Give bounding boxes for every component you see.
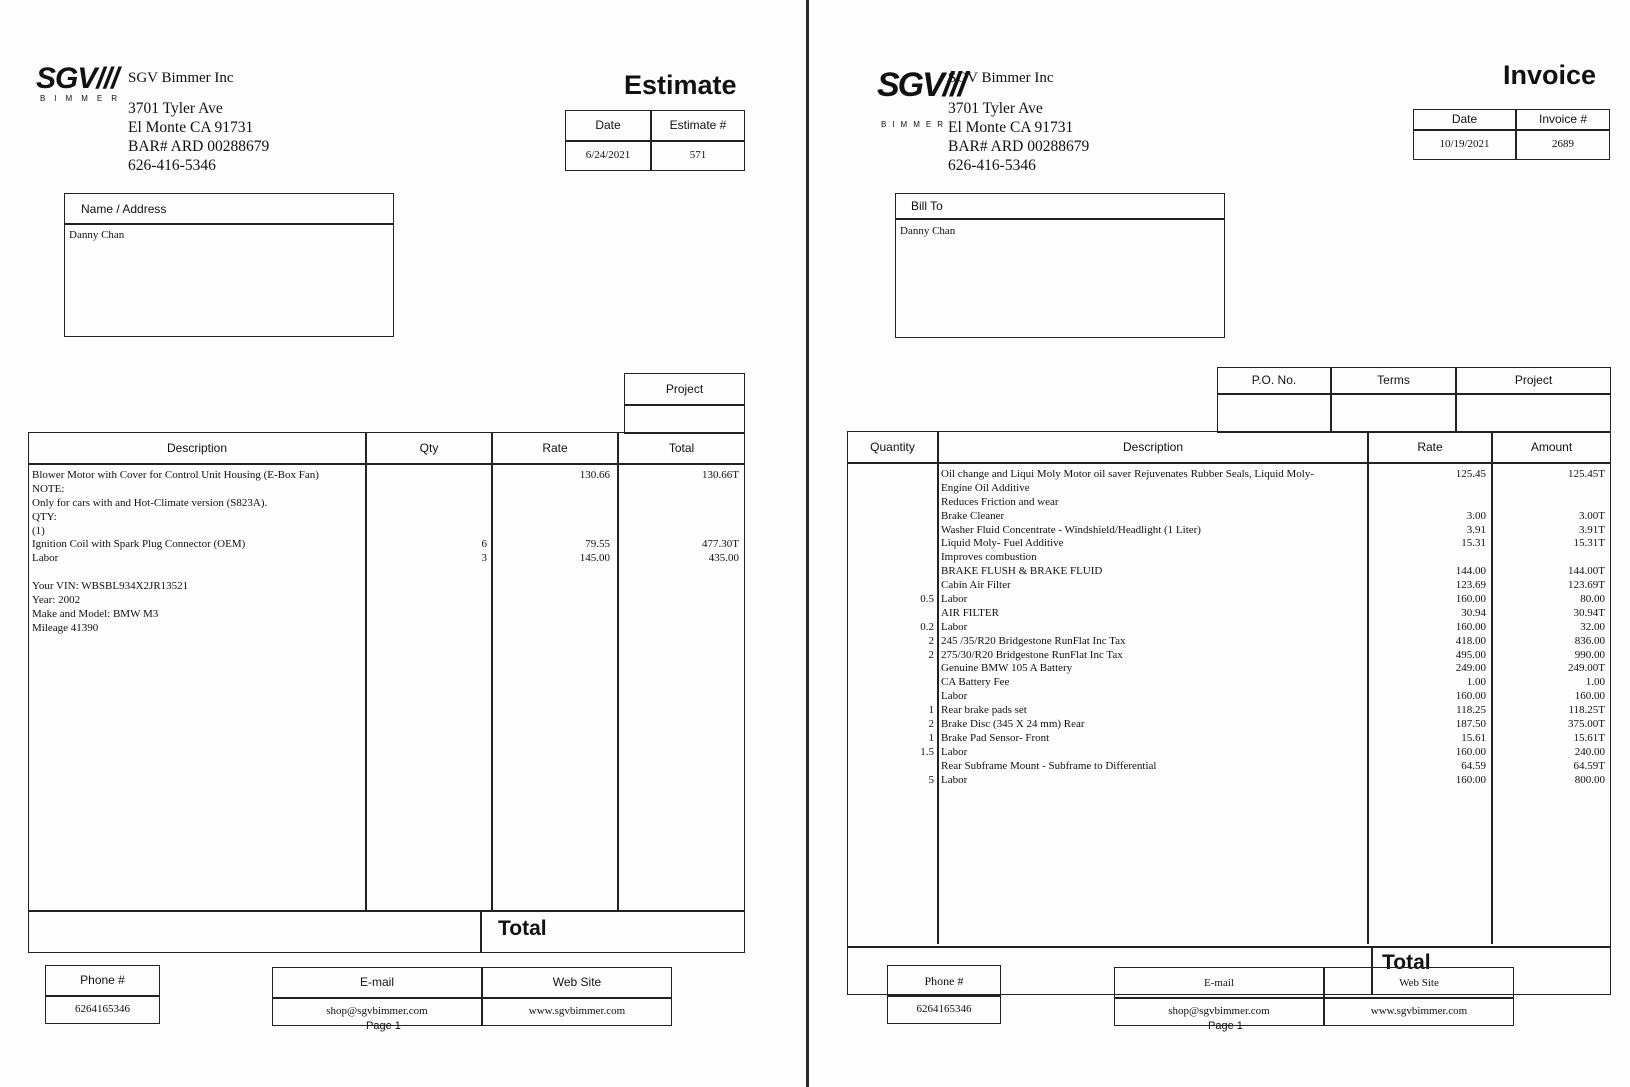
phone-box — [45, 965, 160, 1024]
line-item-description: Blower Motor with Cover for Control Unit Housing (E-Box Fan) — [32, 469, 319, 481]
website-url: www.sgvbimmer.com — [1370, 1005, 1468, 1017]
line-item-rate: 1.00 — [1466, 676, 1486, 689]
line-item-qty — [850, 510, 934, 524]
line-item-qty — [850, 760, 934, 774]
line-item-rate: 160.00 — [1455, 690, 1486, 703]
email-label: E-mail — [359, 975, 394, 989]
line-item-description: Labor — [941, 773, 968, 786]
phone-box — [887, 965, 1001, 1024]
estimate-date: 6/24/2021 — [585, 149, 631, 161]
estimate-items-table — [28, 432, 745, 953]
estimate-number-label: Estimate # — [669, 118, 727, 132]
line-item-description: Only for cars with and Hot-Climate version (S823A). — [32, 496, 268, 509]
line-item-qty: 0.5 — [920, 593, 934, 606]
amount-column — [1493, 468, 1605, 787]
line-item-rate: 123.69 — [1455, 579, 1486, 592]
line-item-amount: 118.25T — [1568, 704, 1605, 717]
line-item-amount: 30.94T — [1573, 606, 1605, 619]
line-item-description: Your VIN: WBSBL934X2JR13521 — [32, 580, 189, 593]
line-item-qty: 1.5 — [920, 745, 934, 758]
name-address-label: Name / Address — [81, 202, 167, 216]
email-website-box — [272, 967, 672, 1026]
rate-column — [493, 469, 610, 566]
address-line: BAR# ARD 00288679 — [948, 138, 1090, 155]
line-item-amount: 160.00 — [1574, 690, 1605, 703]
line-item-description: AIR FILTER — [941, 606, 999, 619]
line-item-rate: 160.00 — [1455, 620, 1486, 633]
line-item-description: 275/30/R20 Bridgestone RunFlat Inc Tax — [941, 648, 1123, 661]
column-header-qty: Qty — [419, 441, 439, 455]
line-item-amount: 15.61T — [1573, 731, 1605, 744]
quantity-column — [850, 468, 934, 787]
address-line: 626-416-5346 — [948, 157, 1036, 174]
line-item-total: 435.00 — [708, 552, 739, 565]
address-line: BAR# ARD 00288679 — [128, 138, 270, 155]
project-label: Project — [665, 382, 704, 396]
line-item-description: Labor — [941, 690, 968, 703]
invoice-date: 10/19/2021 — [1439, 138, 1490, 150]
line-item-description: 245 /35/R20 Bridgestone RunFlat Inc Tax — [941, 634, 1126, 647]
line-item-qty — [850, 676, 934, 690]
line-item-description: NOTE: — [32, 482, 65, 495]
line-item-description: Mileage 41390 — [32, 621, 99, 634]
line-item-amount: 375.00T — [1568, 718, 1605, 731]
line-item-qty: 2 — [928, 648, 934, 661]
estimate-number: 571 — [689, 149, 707, 161]
po-terms-project-box — [1217, 367, 1611, 433]
company-name: SGV Bimmer Inc — [948, 70, 1054, 86]
line-item-description — [32, 566, 362, 580]
description-column — [32, 469, 362, 636]
line-item-rate: 160.00 — [1455, 745, 1486, 758]
line-item-rate: 160.00 — [1455, 773, 1486, 786]
line-item-rate — [1369, 482, 1486, 496]
line-item-description: Brake Disc (345 X 24 mm) Rear — [941, 718, 1085, 731]
line-item-rate: 160.00 — [1455, 593, 1486, 606]
line-item-rate — [493, 525, 610, 539]
line-item-description: CA Battery Fee — [941, 676, 1010, 689]
line-item-total — [619, 511, 739, 525]
line-item-amount — [1493, 482, 1605, 496]
total-label: Total — [1382, 951, 1431, 974]
line-item-qty — [850, 524, 934, 538]
invoice-page — [809, 0, 1630, 1087]
line-item-rate: 495.00 — [1455, 648, 1486, 661]
email-label: E-mail — [1204, 977, 1234, 989]
qty-column — [367, 469, 487, 566]
company-logo: SGV/// — [36, 62, 119, 95]
address-line: El Monte CA 91731 — [128, 119, 254, 136]
company-address — [948, 99, 1089, 175]
column-header-rate: Rate — [542, 441, 568, 455]
invoice-number-label: Invoice # — [1538, 112, 1588, 126]
line-item-rate: 418.00 — [1455, 634, 1486, 647]
line-item-description: Genuine BMW 105 A Battery — [941, 662, 1073, 675]
line-item-qty: 1 — [928, 704, 934, 717]
line-item-total: 477.30T — [702, 538, 739, 551]
line-item-amount: 123.69T — [1568, 579, 1605, 592]
line-item-rate: 30.94 — [1461, 606, 1486, 619]
logo-subtitle: BIMMER — [40, 94, 126, 103]
line-item-qty: 6 — [481, 538, 487, 551]
line-item-rate — [493, 483, 610, 497]
company-address — [128, 99, 269, 175]
line-item-qty — [367, 511, 487, 525]
line-item-amount: 3.00T — [1579, 509, 1605, 522]
line-item-qty — [850, 579, 934, 593]
line-item-amount: 32.00 — [1580, 620, 1605, 633]
company-name: SGV Bimmer Inc — [128, 70, 234, 86]
phone-number: 6264165346 — [916, 1003, 972, 1015]
date-label: Date — [1451, 112, 1478, 126]
document-title: Invoice — [1503, 60, 1597, 90]
line-item-total — [619, 483, 739, 497]
line-item-amount: 990.00 — [1574, 648, 1605, 661]
line-item-rate: 3.91 — [1466, 523, 1486, 536]
line-item-qty — [850, 565, 934, 579]
line-item-rate: 249.00 — [1455, 662, 1486, 675]
line-item-description: Engine Oil Additive — [941, 481, 1030, 494]
line-item-qty — [850, 551, 934, 565]
line-item-rate: 125.45 — [1455, 468, 1486, 480]
line-item-qty — [850, 496, 934, 510]
line-item-rate — [493, 511, 610, 525]
total-label: Total — [498, 917, 547, 940]
line-item-total — [619, 497, 739, 511]
line-item-description: Reduces Friction and wear — [941, 495, 1059, 508]
total-column — [619, 469, 739, 566]
line-item-qty — [367, 525, 487, 539]
column-header-description: Description — [1122, 440, 1184, 454]
date-number-box — [1413, 109, 1610, 160]
invoice-items-table — [847, 431, 1611, 995]
name-address-box — [64, 193, 394, 337]
line-item-qty — [367, 469, 487, 483]
line-item-amount: 144.00T — [1568, 565, 1605, 578]
line-item-rate — [1369, 551, 1486, 565]
line-item-amount: 1.00 — [1585, 676, 1605, 689]
website-label: Web Site — [552, 975, 602, 989]
line-item-description: BRAKE FLUSH & BRAKE FLUID — [941, 565, 1103, 578]
column-header-amount: Amount — [1530, 440, 1573, 454]
estimate-page — [0, 0, 807, 1087]
line-item-description: Make and Model: BMW M3 — [32, 607, 159, 620]
line-item-description: (1) — [32, 524, 45, 537]
line-item-description: Washer Fluid Concentrate - Windshield/Headlight (1 Liter) — [941, 523, 1201, 536]
line-item-qty — [850, 662, 934, 676]
column-header-total: Total — [668, 441, 695, 455]
line-item-description: Labor — [941, 593, 968, 606]
line-item-rate: 187.50 — [1455, 718, 1486, 731]
line-item-rate: 144.00 — [1455, 565, 1486, 578]
line-item-amount — [1493, 551, 1605, 565]
address-line: El Monte CA 91731 — [948, 119, 1074, 136]
line-item-description: Rear Subframe Mount - Subframe to Differential — [941, 759, 1157, 772]
line-item-description: QTY: — [32, 510, 57, 523]
line-item-description: Oil change and Liqui Moly Motor oil saver Rejuvenates Rubber Seals, Liquid Moly- — [941, 468, 1315, 480]
line-item-qty — [367, 483, 487, 497]
line-item-amount: 125.45T — [1568, 468, 1605, 480]
date-number-box — [565, 110, 745, 171]
line-item-amount: 240.00 — [1574, 745, 1605, 758]
line-item-qty: 1 — [928, 731, 934, 744]
project-label: Project — [1514, 373, 1553, 387]
address-line: 3701 Tyler Ave — [948, 100, 1043, 117]
line-item-amount: 800.00 — [1574, 773, 1605, 786]
phone-number: 6264165346 — [75, 1003, 130, 1015]
line-item-rate: 118.25 — [1456, 704, 1486, 717]
line-item-amount: 80.00 — [1580, 593, 1605, 606]
line-item-amount — [1493, 496, 1605, 510]
line-item-rate: 145.00 — [579, 552, 610, 565]
line-item-rate: 15.61 — [1461, 731, 1486, 744]
line-item-qty: 2 — [928, 634, 934, 647]
email-address: shop@sgvbimmer.com — [1168, 1005, 1270, 1017]
line-item-qty — [850, 537, 934, 551]
company-logo: SGV/// — [877, 66, 966, 104]
page-number: Page 1 — [1208, 1020, 1243, 1032]
line-item-qty: 0.2 — [920, 620, 934, 633]
address-line: 3701 Tyler Ave — [128, 100, 223, 117]
line-item-description: Labor — [32, 552, 59, 565]
line-item-description: Labor — [941, 745, 968, 758]
date-label: Date — [595, 118, 621, 132]
terms-label: Terms — [1377, 373, 1410, 387]
line-item-qty — [850, 690, 934, 704]
address-line: 626-416-5346 — [128, 157, 216, 174]
line-item-rate: 79.55 — [585, 538, 610, 551]
line-item-amount: 64.59T — [1573, 759, 1605, 772]
description-column — [941, 468, 1364, 787]
line-item-description: Improves combustion — [941, 551, 1037, 564]
line-item-total: 130.66T — [702, 469, 739, 481]
line-item-amount: 836.00 — [1574, 634, 1605, 647]
line-item-description: Ignition Coil with Spark Plug Connector (OEM) — [32, 538, 246, 551]
project-box — [624, 373, 745, 434]
line-item-rate: 64.59 — [1461, 759, 1486, 772]
line-item-qty — [367, 497, 487, 511]
line-item-amount: 249.00T — [1568, 662, 1605, 675]
line-item-qty — [850, 607, 934, 621]
line-item-qty: 5 — [928, 773, 934, 786]
phone-label: Phone # — [80, 973, 125, 987]
email-address: shop@sgvbimmer.com — [326, 1005, 428, 1017]
rate-column — [1369, 468, 1486, 787]
line-item-description: Rear brake pads set — [941, 704, 1027, 717]
line-item-description: Brake Cleaner — [941, 509, 1005, 522]
line-item-total — [619, 525, 739, 539]
email-website-box — [1114, 967, 1514, 1026]
line-item-qty: 3 — [481, 552, 487, 565]
line-item-rate: 15.31 — [1461, 537, 1486, 550]
customer-name: Danny Chan — [900, 225, 956, 237]
bill-to-box — [895, 193, 1225, 338]
line-item-qty — [850, 468, 934, 482]
phone-label: Phone # — [924, 974, 964, 988]
line-item-description: Liquid Moly- Fuel Additive — [941, 537, 1064, 550]
line-item-amount: 15.31T — [1573, 537, 1605, 550]
customer-name: Danny Chan — [69, 229, 125, 241]
line-item-rate: 3.00 — [1466, 509, 1486, 522]
website-url: www.sgvbimmer.com — [528, 1005, 626, 1017]
column-header-quantity: Quantity — [870, 440, 915, 454]
line-item-qty — [850, 482, 934, 496]
column-header-description: Description — [166, 441, 228, 455]
po-number-label: P.O. No. — [1251, 373, 1297, 387]
line-item-description: Year: 2002 — [32, 594, 81, 607]
bill-to-label: Bill To — [911, 199, 943, 213]
line-item-description: Labor — [941, 620, 968, 633]
line-item-rate — [493, 497, 610, 511]
document-title: Estimate — [624, 70, 737, 100]
line-item-description: Cabin Air Filter — [941, 579, 1011, 592]
line-item-rate — [1369, 496, 1486, 510]
line-item-qty: 2 — [928, 718, 934, 731]
invoice-number: 2689 — [1552, 138, 1574, 150]
line-item-amount: 3.91T — [1579, 523, 1605, 536]
line-item-rate: 130.66 — [579, 469, 610, 481]
column-header-rate: Rate — [1417, 440, 1443, 454]
website-label: Web Site — [1399, 977, 1439, 989]
page-number: Page 1 — [366, 1020, 401, 1032]
logo-subtitle: BIMMER — [881, 120, 949, 129]
line-item-description: Brake Pad Sensor- Front — [941, 731, 1050, 744]
